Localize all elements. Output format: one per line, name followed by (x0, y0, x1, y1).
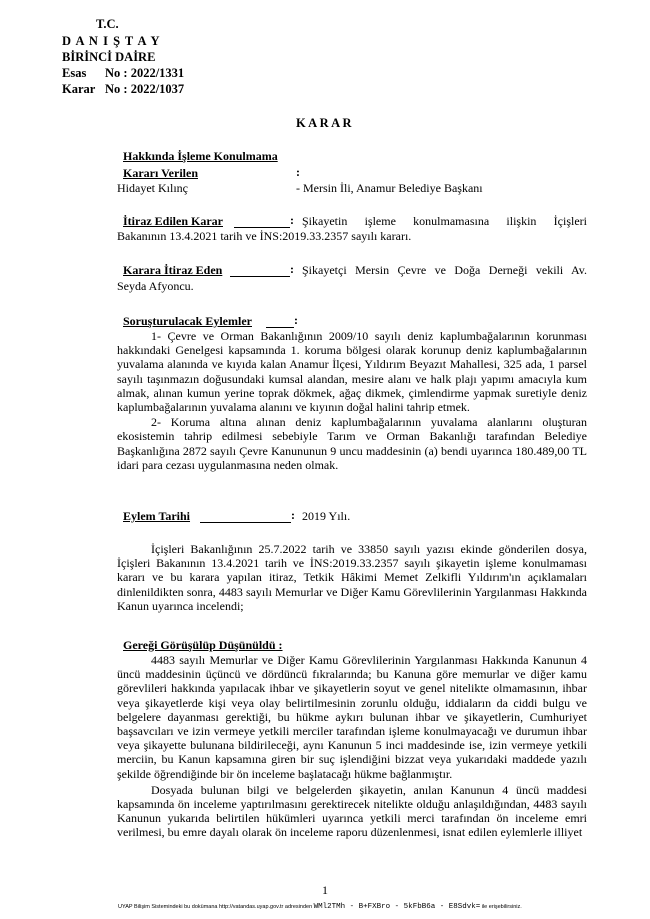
karara-itiraz-colon: : (290, 262, 294, 276)
itiraz-edilen-label: İtiraz Edilen Karar (123, 214, 223, 228)
header-court: D A N I Ş T A Y (62, 34, 161, 48)
footer-code: WMl2TMh - B+FXBro - 5kFbB6a - E8Sdvk= (313, 903, 481, 911)
header-esas-label: Esas (62, 66, 87, 80)
karara-itiraz-line1: Şikayetçi Mersin Çevre ve Doğa Derneği vekili Av. (302, 263, 587, 277)
geregi-label: Gereği Görüşülüp Düşünüldü : (123, 638, 283, 652)
sorusturulacak-p2: 2- Koruma altına alınan deniz kaplumbağalarının yuvalama alanlarını oluşturan ekosistemin tahrip edilmesi sebebiyle Tarım ve Orman Bakanlığı tarafından Belediye Başkanlığına 2872 sayılı Çevre Kanununun 9 uncu maddesinin (a) bendi uyarınca 180.489,00 TL idari para cezası uygulanmasına neden olmak. (117, 415, 587, 472)
karari-verilen-label: Kararı Verilen (123, 166, 198, 180)
eylem-tarihi-value: 2019 Yılı. (302, 509, 351, 523)
sorusturulacak-body (117, 329, 587, 472)
header-tc: T.C. (96, 17, 119, 31)
footer-text-2: ile erişebilirsiniz. (481, 904, 522, 910)
geregi-p2: Dosyada bulunan bilgi ve belgelerden şikayetin, anılan Kanunun 4 üncü maddesi kapsamında ön inceleme yaptırılmasını gerektirecek nitelikte olduğu anlaşıldığından, 4483 sayılı Kanunun yukarıda belirtilen hükümleri uyarınca yetkili merci tarafından ön inceleme emri verilmesi, bu emre dayalı olarak ön inceleme raporu düzenlenmesi, isnat edilen eylemlerle illiyet (117, 782, 587, 840)
karari-verilen-underline (213, 166, 301, 180)
eylem-tarihi-colon: : (291, 508, 295, 522)
header-esas-no: No : 2022/1331 (105, 66, 185, 80)
geregi-p1: 4483 sayılı Memurlar ve Diğer Kamu Görevlilerinin Yargılanması Hakkında Kanunun 4 üncü maddesinin üçüncü ve dördüncü fıkralarında; bu Kanuna göre memurlar ve diğer kamu görevlileri hakkında yapılacak ihbar ve şikayetlerin soyut ve genel nitelikte olmamasının, ihbar veya şikayetlerde kişi veya olay belirtilmesinin zorunlu olduğu, iddiaların da ciddi bulgu ve belgelere dayanması gerektiği, bu hükme aykırı bulunan ihbar ve şikayetlerin, Cumhuriyet başsavcıları ve izin vermeye yetkili merciler tarafından işleme konulmayacağı ve durumun ihbar veya şikayette bulunana bildirileceği, aynı Kanunun 5 inci maddesinde ise, izin vermeye yetkili merciin, bu Kanun kapsamına giren bir suç işlendiğini bizzat veya yukarıdaki maddede yazılı şekilde öğrendiğinde bir ön inceleme başlatacağı hükme bağlanmıştır. (117, 653, 587, 781)
footer-text-1: UYAP Bilişim Sistemindeki bu dokümana http://vatandas.uyap.gov.tr adresinden (118, 904, 313, 910)
section-islem-heading: Hakkında İşleme Konulmama (123, 149, 278, 163)
document-title: K A R A R (296, 116, 352, 130)
eylem-tarihi-underline (200, 522, 291, 523)
karari-verilen-detail: - Mersin İli, Anamur Belediye Başkanı (296, 181, 483, 195)
karari-verilen-name: Hidayet Kılınç (117, 181, 188, 195)
page-number: 1 (322, 883, 328, 897)
eylem-tarihi-label: Eylem Tarihi (123, 509, 191, 523)
itiraz-edilen-underline (234, 227, 290, 228)
header-chamber: BİRİNCİ DAİRE (62, 50, 156, 64)
inceleme-paragraph: İçişleri Bakanlığının 25.7.2022 tarih ve 33850 sayılı yazısı ekinde gönderilen dosya, İçişleri Bakanının 13.4.2021 tarih ve İNS:2019.33.2357 sayılı şikayetin işleme konulmaması kararı ve bu karara yapılan itiraz, Tetkik Hâkimi Memet Zelkifli Yıldırım'ın açıklamaları dinlenildikten sonra, 4483 sayılı Memurlar ve Diğer Kamu Görevlilerinin Yargılanması Hakkında Kanun uyarınca incelendi; (117, 542, 587, 613)
geregi-body (117, 653, 587, 840)
header-karar-no: No : 2022/1037 (105, 82, 185, 96)
sorusturulacak-colon: : (294, 313, 298, 327)
header-karar-label: Karar (62, 82, 96, 96)
karara-itiraz-label: Karara İtiraz Eden (123, 263, 223, 277)
itiraz-edilen-line1: Şikayetin işleme konulmamasına ilişkin İçişleri (302, 214, 587, 228)
footer (118, 903, 522, 911)
itiraz-edilen-colon: : (290, 213, 294, 227)
karari-verilen-colon: : (296, 165, 300, 179)
sorusturulacak-label: Soruşturulacak Eylemler (123, 314, 252, 328)
inceleme-body (117, 542, 587, 613)
sorusturulacak-p1: 1- Çevre ve Orman Bakanlığının 2009/10 sayılı deniz kaplumbağalarının korunması hakkındaki Genelgesi kapsamında 1. koruma bölgesi olarak korunup deniz kaplumbağalarının yuvalama alanında ve kıyıda kalan Anamur İlçesi, Yıldırım Beyazıt Mahallesi, 325 ada, 1 parsel sayılı taşınmazın doğusundaki kumsal alandan, mesire alanı ve halk plajı yapımı amacıyla kum almak, alınan kumun yerine toprak dökmek, ağaç dikmek, çimlendirme yapmak suretiyle deniz kaplumbağalarının yuvalama alanını ve kıyının doğal halini tahrip etmek. (117, 329, 587, 415)
sorusturulacak-underline (266, 327, 294, 328)
karara-itiraz-line2: Seyda Afyoncu. (117, 279, 194, 293)
itiraz-edilen-line2: Bakanının 13.4.2021 tarih ve İNS:2019.33.2357 sayılı kararı. (117, 229, 412, 243)
karara-itiraz-underline (230, 276, 290, 277)
